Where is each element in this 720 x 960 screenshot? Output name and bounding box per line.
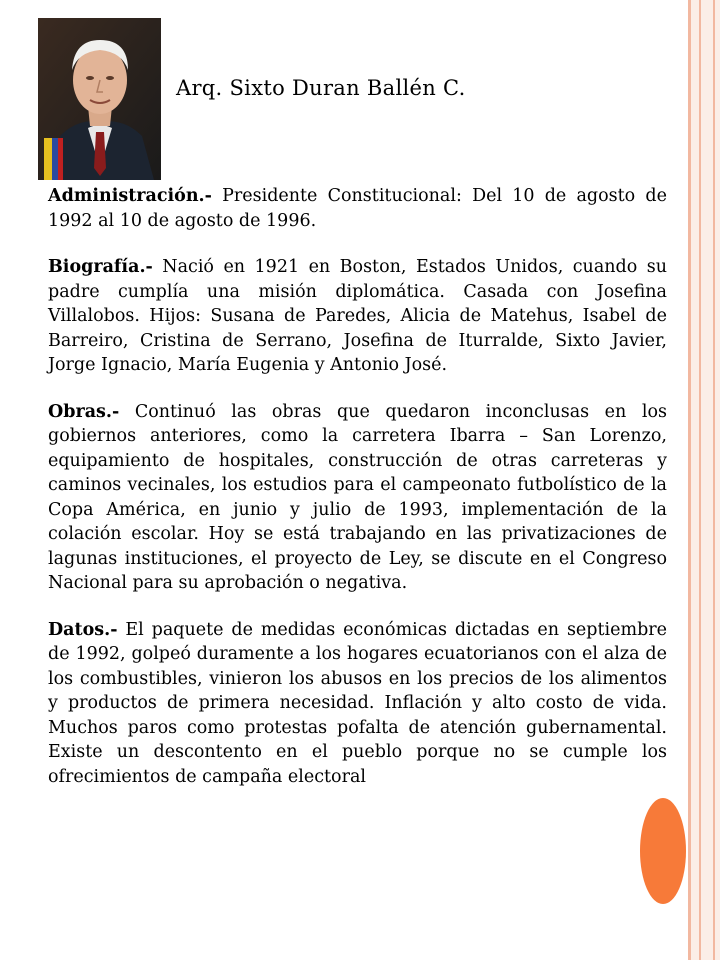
decorative-border bbox=[688, 0, 720, 960]
section-label: Obras bbox=[48, 401, 106, 422]
section-label: Datos bbox=[48, 619, 105, 640]
paragraph-administracion bbox=[48, 184, 667, 233]
section-text: Nació en 1921 en Boston, Estados Unidos, cuando su padre cumplía una misión diplomática. Casada con Josefina Villalobos. Hijos: Susana de Paredes, Alicia de Matehus, Isabel de Barreiro, Cristina de Serrano, Josefina de Iturralde, Sixto Javier, Jorge Ignacio, María Eugenia y Antonio José. bbox=[48, 257, 667, 375]
section-text: Continuó las obras que quedaron inconclusas en los gobiernos anteriores, como la carretera Ibarra – San Lorenzo, equipamiento de hospitales, construcción de otras carreteras y caminos vecinales, los estudios para el campeonato futbolístico de la Copa América, en junio y julio de 1993, implementación de la colación escolar. Hoy se está trabajando en las privatizaciones de lagunas instituciones, el proyecto de Ley, se discute en el Congreso Nacional para su aprobación o negativa. bbox=[48, 401, 667, 593]
border-line bbox=[699, 0, 701, 960]
section-label: Administración bbox=[48, 186, 199, 206]
section-sep: .- bbox=[105, 401, 120, 422]
paragraph-biografia bbox=[48, 255, 667, 378]
section-sep: .- bbox=[139, 257, 153, 277]
section-text: Presidente Constitucional: Del 10 de agosto de 1992 al 10 de agosto de 1996. bbox=[48, 186, 667, 231]
paragraph-obras bbox=[48, 400, 667, 596]
section-sep: .- bbox=[198, 186, 212, 206]
paragraph-datos bbox=[48, 618, 667, 790]
border-line bbox=[713, 0, 715, 960]
orange-oval-decoration bbox=[640, 798, 686, 904]
section-text: El paquete de medidas económicas dictadas en septiembre de 1992, golpeó duramente a los hogares ecuatorianos con el alza de los combustibles, vinieron los abusos en los precios de los alimentos y productos de primera necesidad. Inflación y alto costo de vida. Muchos paros como protestas pofalta de atención gubernamental. Existe un descontento en el pueblo porque no se cumple los ofrecimientos de campaña electoral bbox=[48, 619, 667, 787]
body-text bbox=[48, 184, 667, 811]
section-sep: .- bbox=[104, 619, 118, 640]
portrait-photo bbox=[38, 18, 161, 180]
page-title: Arq. Sixto Duran Ballén C. bbox=[176, 76, 466, 100]
section-label: Biografía bbox=[48, 257, 140, 277]
